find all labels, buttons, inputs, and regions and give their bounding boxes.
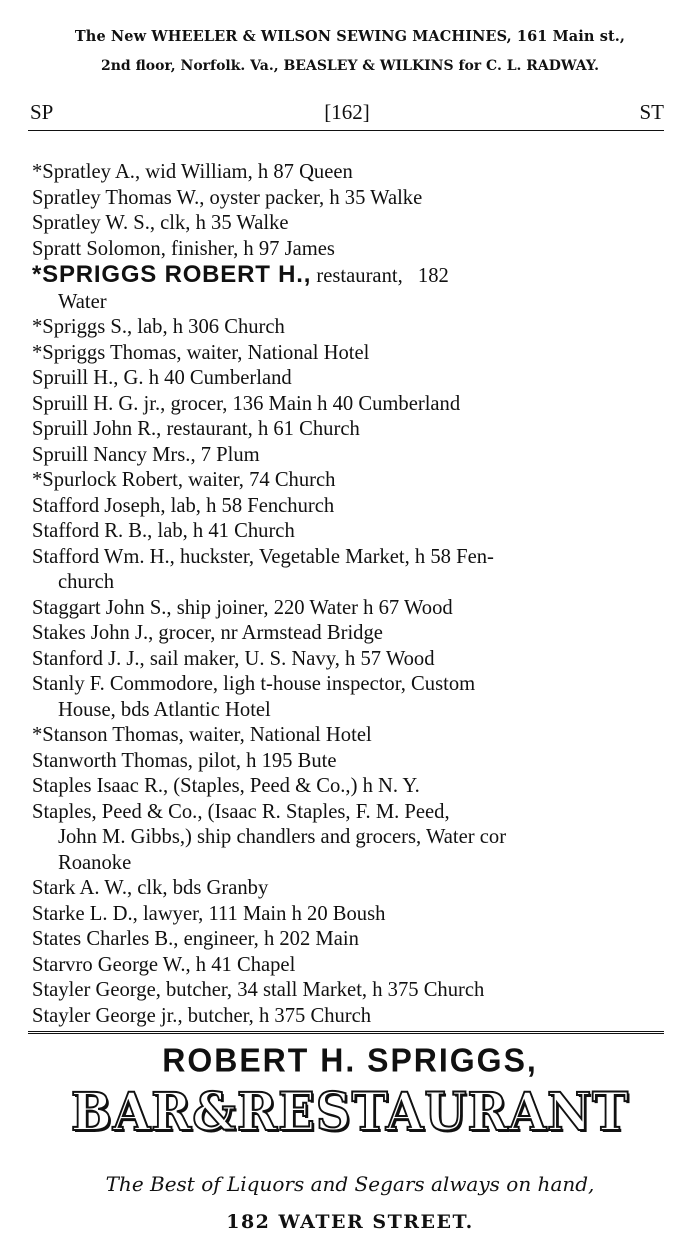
directory-entry xyxy=(32,211,672,237)
entry-line: *Spratley A., wid William, h 87 Queen xyxy=(32,161,353,183)
advertisement-business: BAR&RESTAURANT xyxy=(70,1082,630,1143)
entry-continuation: Roanoke xyxy=(58,851,132,874)
directory-entry xyxy=(32,468,672,494)
featured-entry-rest: restaurant, 182 xyxy=(316,265,449,287)
entry-line: States Charles B., engineer, h 202 Main xyxy=(32,928,359,950)
header-ad-line-2: 2nd floor, Norfolk. Va., BEASLEY & WILKINS for C. L. RADWAY. xyxy=(101,58,599,74)
entry-line: Spruill Nancy Mrs., 7 Plum xyxy=(32,443,260,466)
header-advertisement xyxy=(0,28,700,74)
entry-line: Stafford Joseph, lab, h 58 Fenchurch xyxy=(32,494,335,517)
directory-entry xyxy=(32,545,672,596)
directory-entry xyxy=(32,800,672,877)
entry-line: Staples, Peed & Co., (Isaac R. Staples, F. M. Peed, xyxy=(32,800,450,823)
entry-line: Spruill H. G. jr., grocer, 136 Main h 40 Cumberland xyxy=(32,392,461,415)
entry-line: Stafford Wm. H., huckster, Vegetable Market, h 58 Fen- xyxy=(32,545,494,568)
directory-entry xyxy=(32,723,672,749)
entry-line: Stayler George jr., butcher, h 375 Church xyxy=(32,1004,372,1027)
entry-line: Staggart John S., ship joiner, 220 Water h 67 Wood xyxy=(32,596,453,619)
directory-entry xyxy=(32,596,672,622)
running-head xyxy=(30,100,664,126)
entry-line: Spratt Solomon, finisher, h 97 James xyxy=(32,237,335,260)
directory-entry xyxy=(32,953,672,979)
entry-line: Stanly F. Commodore, ligh t-house inspector, Custom xyxy=(32,673,476,695)
entry-line: Stark A. W., clk, bds Granby xyxy=(32,877,269,899)
entry-line: Starvro George W., h 41 Chapel xyxy=(32,953,296,976)
entry-line: Water xyxy=(58,290,107,313)
entry-line: Spruill H., G. h 40 Cumberland xyxy=(32,367,292,389)
entry-line: *Spriggs S., lab, h 306 Church xyxy=(32,316,285,338)
running-head-left: SP xyxy=(30,100,54,124)
directory-entry xyxy=(32,366,672,392)
footer-rule xyxy=(28,1031,664,1034)
directory-entry xyxy=(32,315,672,341)
directory-entry xyxy=(32,392,672,418)
advertisement-tagline: The Best of Liquors and Segars always on hand, xyxy=(105,1172,595,1196)
directory-entry xyxy=(32,647,672,673)
directory-entry xyxy=(32,927,672,953)
directory-entry xyxy=(32,978,672,1004)
running-head-right: ST xyxy=(639,100,664,124)
directory-entry xyxy=(32,341,672,367)
advertisement-address: 182 WATER STREET. xyxy=(226,1211,474,1233)
entry-line: Spratley Thomas W., oyster packer, h 35 Walke xyxy=(32,186,423,209)
entry-line: Stanworth Thomas, pilot, h 195 Bute xyxy=(32,749,337,772)
advertisement-name: ROBERT H. SPRIGGS, xyxy=(162,1041,538,1079)
directory-entry xyxy=(32,186,672,212)
page-number: [162] xyxy=(324,100,370,124)
entry-continuation: church xyxy=(58,571,115,593)
entry-line: Stafford R. B., lab, h 41 Church xyxy=(32,520,295,542)
entry-line: Stanford J. J., sail maker, U. S. Navy, h 57 Wood xyxy=(32,647,435,670)
featured-entry xyxy=(32,262,672,290)
featured-entry-name: *SPRIGGS ROBERT H., xyxy=(32,261,312,288)
directory-entry xyxy=(32,519,672,545)
entry-line: Starke L. D., lawyer, 111 Main h 20 Boush xyxy=(32,902,386,925)
entry-line: *Stanson Thomas, waiter, National Hotel xyxy=(32,724,372,746)
entry-continuation: John M. Gibbs,) ship chandlers and grocers, Water cor xyxy=(58,826,507,848)
directory-entry xyxy=(32,1004,672,1030)
directory-entry xyxy=(32,621,672,647)
entry-line: *Spriggs Thomas, waiter, National Hotel xyxy=(32,341,370,364)
directory-entry xyxy=(32,494,672,520)
entry-line: Stayler George, butcher, 34 stall Market, h 375 Church xyxy=(32,979,485,1001)
entry-line: Stakes John J., grocer, nr Armstead Bridge xyxy=(32,622,383,644)
directory-entry xyxy=(32,774,672,800)
entry-continuation: House, bds Atlantic Hotel xyxy=(58,698,271,721)
directory-entries xyxy=(32,160,672,1029)
entry-line: Spruill John R., restaurant, h 61 Church xyxy=(32,418,360,440)
entry-line: Staples Isaac R., (Staples, Peed & Co.,) h N. Y. xyxy=(32,775,420,797)
directory-entry xyxy=(32,902,672,928)
directory-entry xyxy=(32,876,672,902)
directory-entry xyxy=(32,672,672,723)
directory-entry xyxy=(32,237,672,263)
directory-entry xyxy=(32,417,672,443)
entry-line: *Spurlock Robert, waiter, 74 Church xyxy=(32,469,336,491)
header-rule xyxy=(28,130,664,131)
directory-entry xyxy=(32,160,672,186)
entry-line: Spratley W. S., clk, h 35 Walke xyxy=(32,212,289,234)
directory-entry xyxy=(32,290,672,316)
directory-entry xyxy=(32,443,672,469)
header-ad-line-1: The New WHEELER & WILSON SEWING MACHINES, 161 Main st., xyxy=(74,28,626,45)
directory-entry xyxy=(32,749,672,775)
